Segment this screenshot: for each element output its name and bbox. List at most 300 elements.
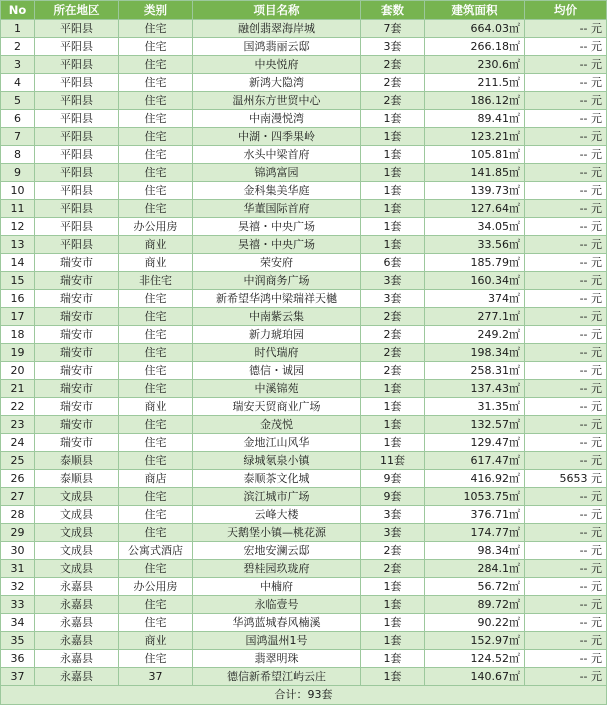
cell-district: 平阳县	[35, 218, 119, 236]
cell-unit-count: 2套	[361, 308, 425, 326]
cell-district: 永嘉县	[35, 596, 119, 614]
cell-no: 5	[1, 92, 35, 110]
cell-average-price: -- 元	[525, 668, 607, 686]
table-row	[1, 164, 607, 182]
cell-floor-area: 186.12㎡	[425, 92, 525, 110]
cell-project-name: 温州东方世贸中心	[193, 92, 361, 110]
cell-project-name: 昊禧・中央广场	[193, 236, 361, 254]
cell-no: 29	[1, 524, 35, 542]
cell-floor-area: 185.79㎡	[425, 254, 525, 272]
cell-no: 27	[1, 488, 35, 506]
cell-unit-count: 2套	[361, 92, 425, 110]
cell-district: 平阳县	[35, 146, 119, 164]
table-row	[1, 182, 607, 200]
cell-no: 15	[1, 272, 35, 290]
cell-average-price: -- 元	[525, 560, 607, 578]
cell-category: 住宅	[119, 650, 193, 668]
cell-district: 平阳县	[35, 92, 119, 110]
cell-floor-area: 416.92㎡	[425, 470, 525, 488]
cell-category: 办公用房	[119, 218, 193, 236]
cell-category: 商业	[119, 632, 193, 650]
total-count: 合计：93套	[1, 686, 607, 705]
cell-floor-area: 89.72㎡	[425, 596, 525, 614]
cell-project-name: 华鸿蓝城春风楠溪	[193, 614, 361, 632]
cell-average-price: -- 元	[525, 146, 607, 164]
cell-project-name: 中楠府	[193, 578, 361, 596]
cell-category: 住宅	[119, 308, 193, 326]
table-row	[1, 416, 607, 434]
cell-category: 非住宅	[119, 272, 193, 290]
cell-category: 办公用房	[119, 578, 193, 596]
cell-category: 住宅	[119, 524, 193, 542]
cell-floor-area: 152.97㎡	[425, 632, 525, 650]
cell-average-price: -- 元	[525, 56, 607, 74]
cell-unit-count: 1套	[361, 146, 425, 164]
table-row	[1, 146, 607, 164]
cell-project-name: 德信新希望江屿云庄	[193, 668, 361, 686]
cell-category: 住宅	[119, 20, 193, 38]
table-row	[1, 596, 607, 614]
cell-category: 住宅	[119, 380, 193, 398]
cell-project-name: 华董国际首府	[193, 200, 361, 218]
table-row	[1, 56, 607, 74]
cell-average-price: -- 元	[525, 272, 607, 290]
cell-project-name: 云峰大楼	[193, 506, 361, 524]
cell-unit-count: 1套	[361, 182, 425, 200]
cell-category: 住宅	[119, 182, 193, 200]
cell-average-price: -- 元	[525, 200, 607, 218]
cell-floor-area: 56.72㎡	[425, 578, 525, 596]
cell-unit-count: 1套	[361, 434, 425, 452]
cell-average-price: -- 元	[525, 380, 607, 398]
table-row	[1, 236, 607, 254]
cell-floor-area: 34.05㎡	[425, 218, 525, 236]
cell-average-price: -- 元	[525, 182, 607, 200]
cell-project-name: 中央悦府	[193, 56, 361, 74]
cell-district: 平阳县	[35, 236, 119, 254]
cell-category: 住宅	[119, 596, 193, 614]
cell-district: 瑞安市	[35, 398, 119, 416]
cell-district: 平阳县	[35, 200, 119, 218]
cell-district: 文成县	[35, 506, 119, 524]
cell-no: 4	[1, 74, 35, 92]
cell-no: 28	[1, 506, 35, 524]
header-district: 所在地区	[35, 1, 119, 20]
cell-no: 25	[1, 452, 35, 470]
cell-district: 平阳县	[35, 182, 119, 200]
table-row	[1, 614, 607, 632]
header-average-price: 均价	[525, 1, 607, 20]
cell-average-price: -- 元	[525, 236, 607, 254]
cell-unit-count: 1套	[361, 236, 425, 254]
cell-project-name: 永临壹号	[193, 596, 361, 614]
cell-unit-count: 1套	[361, 632, 425, 650]
cell-category: 商业	[119, 236, 193, 254]
cell-project-name: 绿城氡泉小镇	[193, 452, 361, 470]
table-row	[1, 74, 607, 92]
cell-floor-area: 141.85㎡	[425, 164, 525, 182]
cell-no: 37	[1, 668, 35, 686]
cell-average-price: -- 元	[525, 344, 607, 362]
cell-district: 永嘉县	[35, 668, 119, 686]
cell-floor-area: 174.77㎡	[425, 524, 525, 542]
cell-unit-count: 2套	[361, 560, 425, 578]
cell-no: 12	[1, 218, 35, 236]
cell-floor-area: 129.47㎡	[425, 434, 525, 452]
header-unit-count: 套数	[361, 1, 425, 20]
cell-category: 住宅	[119, 452, 193, 470]
table-row	[1, 506, 607, 524]
cell-unit-count: 1套	[361, 128, 425, 146]
cell-unit-count: 3套	[361, 524, 425, 542]
cell-district: 平阳县	[35, 164, 119, 182]
cell-no: 20	[1, 362, 35, 380]
table-row	[1, 128, 607, 146]
table-row	[1, 650, 607, 668]
cell-project-name: 水头中梁首府	[193, 146, 361, 164]
cell-no: 32	[1, 578, 35, 596]
cell-category: 住宅	[119, 146, 193, 164]
table-row	[1, 524, 607, 542]
cell-average-price: -- 元	[525, 164, 607, 182]
cell-project-name: 滨江城市广场	[193, 488, 361, 506]
cell-district: 永嘉县	[35, 650, 119, 668]
cell-district: 平阳县	[35, 74, 119, 92]
cell-project-name: 锦鸿富园	[193, 164, 361, 182]
footer-row	[1, 686, 607, 705]
cell-floor-area: 1053.75㎡	[425, 488, 525, 506]
cell-category: 住宅	[119, 92, 193, 110]
cell-unit-count: 2套	[361, 56, 425, 74]
cell-no: 26	[1, 470, 35, 488]
cell-district: 泰顺县	[35, 470, 119, 488]
cell-unit-count: 2套	[361, 74, 425, 92]
cell-floor-area: 266.18㎡	[425, 38, 525, 56]
cell-category: 住宅	[119, 74, 193, 92]
cell-project-name: 新力琥珀园	[193, 326, 361, 344]
cell-floor-area: 139.73㎡	[425, 182, 525, 200]
cell-average-price: -- 元	[525, 398, 607, 416]
cell-no: 1	[1, 20, 35, 38]
cell-average-price: -- 元	[525, 290, 607, 308]
cell-category: 住宅	[119, 164, 193, 182]
cell-district: 瑞安市	[35, 326, 119, 344]
cell-floor-area: 211.5㎡	[425, 74, 525, 92]
cell-average-price: -- 元	[525, 452, 607, 470]
cell-district: 平阳县	[35, 56, 119, 74]
cell-no: 16	[1, 290, 35, 308]
table-row	[1, 254, 607, 272]
cell-category: 住宅	[119, 434, 193, 452]
cell-district: 平阳县	[35, 110, 119, 128]
cell-unit-count: 1套	[361, 398, 425, 416]
cell-floor-area: 140.67㎡	[425, 668, 525, 686]
cell-district: 瑞安市	[35, 308, 119, 326]
cell-unit-count: 1套	[361, 110, 425, 128]
cell-unit-count: 3套	[361, 290, 425, 308]
cell-unit-count: 1套	[361, 650, 425, 668]
cell-project-name: 泰顺茶文化城	[193, 470, 361, 488]
header-row	[1, 1, 607, 20]
table-body	[1, 20, 607, 686]
cell-no: 19	[1, 344, 35, 362]
cell-no: 6	[1, 110, 35, 128]
cell-floor-area: 105.81㎡	[425, 146, 525, 164]
table-row	[1, 470, 607, 488]
cell-floor-area: 249.2㎡	[425, 326, 525, 344]
cell-average-price: -- 元	[525, 614, 607, 632]
table-row	[1, 362, 607, 380]
table-row	[1, 290, 607, 308]
cell-average-price: -- 元	[525, 362, 607, 380]
cell-project-name: 瑞安天贸商业广场	[193, 398, 361, 416]
cell-category: 住宅	[119, 56, 193, 74]
cell-project-name: 荣安府	[193, 254, 361, 272]
cell-no: 30	[1, 542, 35, 560]
cell-no: 22	[1, 398, 35, 416]
cell-floor-area: 90.22㎡	[425, 614, 525, 632]
cell-floor-area: 31.35㎡	[425, 398, 525, 416]
cell-floor-area: 33.56㎡	[425, 236, 525, 254]
cell-unit-count: 6套	[361, 254, 425, 272]
cell-unit-count: 3套	[361, 38, 425, 56]
cell-unit-count: 2套	[361, 326, 425, 344]
cell-unit-count: 3套	[361, 272, 425, 290]
cell-average-price: -- 元	[525, 632, 607, 650]
cell-district: 平阳县	[35, 20, 119, 38]
cell-unit-count: 1套	[361, 416, 425, 434]
table-row	[1, 632, 607, 650]
table-row	[1, 326, 607, 344]
cell-district: 瑞安市	[35, 416, 119, 434]
cell-category: 商业	[119, 254, 193, 272]
table-row	[1, 200, 607, 218]
cell-project-name: 碧桂园玖珑府	[193, 560, 361, 578]
cell-average-price: -- 元	[525, 488, 607, 506]
table-row	[1, 272, 607, 290]
cell-average-price: -- 元	[525, 20, 607, 38]
cell-average-price: -- 元	[525, 92, 607, 110]
header-no: No	[1, 1, 35, 20]
cell-category: 住宅	[119, 560, 193, 578]
cell-district: 瑞安市	[35, 290, 119, 308]
cell-no: 2	[1, 38, 35, 56]
cell-category: 住宅	[119, 362, 193, 380]
cell-district: 瑞安市	[35, 362, 119, 380]
cell-project-name: 中润商务广场	[193, 272, 361, 290]
cell-average-price: -- 元	[525, 416, 607, 434]
cell-no: 34	[1, 614, 35, 632]
cell-no: 33	[1, 596, 35, 614]
cell-average-price: -- 元	[525, 434, 607, 452]
cell-unit-count: 1套	[361, 578, 425, 596]
cell-unit-count: 1套	[361, 380, 425, 398]
cell-project-name: 中南紫云集	[193, 308, 361, 326]
cell-no: 8	[1, 146, 35, 164]
cell-floor-area: 376.71㎡	[425, 506, 525, 524]
cell-category: 住宅	[119, 128, 193, 146]
cell-average-price: -- 元	[525, 506, 607, 524]
cell-average-price: -- 元	[525, 218, 607, 236]
cell-average-price: -- 元	[525, 74, 607, 92]
header-category: 类别	[119, 1, 193, 20]
cell-no: 14	[1, 254, 35, 272]
cell-district: 平阳县	[35, 128, 119, 146]
cell-category: 公寓式酒店	[119, 542, 193, 560]
cell-floor-area: 258.31㎡	[425, 362, 525, 380]
cell-category: 住宅	[119, 416, 193, 434]
table-row	[1, 110, 607, 128]
cell-average-price: -- 元	[525, 254, 607, 272]
cell-project-name: 中溪锦苑	[193, 380, 361, 398]
cell-average-price: -- 元	[525, 650, 607, 668]
cell-average-price: -- 元	[525, 38, 607, 56]
cell-unit-count: 2套	[361, 344, 425, 362]
cell-project-name: 时代瑞府	[193, 344, 361, 362]
cell-floor-area: 98.34㎡	[425, 542, 525, 560]
cell-unit-count: 1套	[361, 596, 425, 614]
cell-category: 住宅	[119, 38, 193, 56]
cell-category: 住宅	[119, 326, 193, 344]
cell-floor-area: 284.1㎡	[425, 560, 525, 578]
cell-category: 商业	[119, 398, 193, 416]
cell-average-price: 5653 元	[525, 470, 607, 488]
cell-floor-area: 124.52㎡	[425, 650, 525, 668]
table-row	[1, 398, 607, 416]
cell-category: 住宅	[119, 344, 193, 362]
cell-category: 住宅	[119, 110, 193, 128]
table-row	[1, 344, 607, 362]
cell-category: 住宅	[119, 506, 193, 524]
cell-category: 住宅	[119, 614, 193, 632]
cell-district: 永嘉县	[35, 632, 119, 650]
cell-average-price: -- 元	[525, 596, 607, 614]
cell-floor-area: 374㎡	[425, 290, 525, 308]
cell-district: 永嘉县	[35, 614, 119, 632]
cell-district: 泰顺县	[35, 452, 119, 470]
cell-district: 瑞安市	[35, 254, 119, 272]
cell-no: 7	[1, 128, 35, 146]
cell-district: 瑞安市	[35, 344, 119, 362]
cell-average-price: -- 元	[525, 308, 607, 326]
cell-no: 35	[1, 632, 35, 650]
cell-average-price: -- 元	[525, 578, 607, 596]
cell-category: 住宅	[119, 488, 193, 506]
cell-average-price: -- 元	[525, 524, 607, 542]
cell-floor-area: 127.64㎡	[425, 200, 525, 218]
table-row	[1, 308, 607, 326]
cell-no: 9	[1, 164, 35, 182]
cell-project-name: 天鹅堡小镇—桃花源	[193, 524, 361, 542]
cell-no: 24	[1, 434, 35, 452]
table-row	[1, 218, 607, 236]
cell-project-name: 金茂悦	[193, 416, 361, 434]
cell-project-name: 国鸿温州1号	[193, 632, 361, 650]
table-row	[1, 452, 607, 470]
cell-floor-area: 89.41㎡	[425, 110, 525, 128]
cell-unit-count: 3套	[361, 506, 425, 524]
cell-project-name: 新鸿大隐湾	[193, 74, 361, 92]
cell-floor-area: 160.34㎡	[425, 272, 525, 290]
cell-project-name: 德信・诚园	[193, 362, 361, 380]
table-row	[1, 668, 607, 686]
cell-project-name: 翡翠明珠	[193, 650, 361, 668]
cell-project-name: 宏地安澜云邸	[193, 542, 361, 560]
cell-unit-count: 9套	[361, 488, 425, 506]
cell-no: 31	[1, 560, 35, 578]
cell-no: 3	[1, 56, 35, 74]
cell-floor-area: 664.03㎡	[425, 20, 525, 38]
cell-category: 住宅	[119, 200, 193, 218]
cell-no: 11	[1, 200, 35, 218]
table-row	[1, 542, 607, 560]
cell-project-name: 金地江山风华	[193, 434, 361, 452]
cell-category: 37	[119, 668, 193, 686]
cell-floor-area: 230.6㎡	[425, 56, 525, 74]
table-row	[1, 488, 607, 506]
cell-district: 文成县	[35, 542, 119, 560]
cell-no: 36	[1, 650, 35, 668]
cell-category: 住宅	[119, 290, 193, 308]
cell-unit-count: 7套	[361, 20, 425, 38]
cell-project-name: 新希望华鸿中梁瑞祥天樾	[193, 290, 361, 308]
cell-district: 瑞安市	[35, 272, 119, 290]
cell-unit-count: 1套	[361, 668, 425, 686]
table-row	[1, 92, 607, 110]
table-row	[1, 38, 607, 56]
table-row	[1, 560, 607, 578]
cell-unit-count: 1套	[361, 164, 425, 182]
cell-unit-count: 11套	[361, 452, 425, 470]
cell-unit-count: 9套	[361, 470, 425, 488]
cell-average-price: -- 元	[525, 110, 607, 128]
cell-no: 13	[1, 236, 35, 254]
cell-unit-count: 2套	[361, 542, 425, 560]
cell-project-name: 昊禧・中央广场	[193, 218, 361, 236]
cell-no: 23	[1, 416, 35, 434]
cell-unit-count: 2套	[361, 362, 425, 380]
cell-district: 文成县	[35, 560, 119, 578]
cell-floor-area: 617.47㎡	[425, 452, 525, 470]
table-row	[1, 20, 607, 38]
table-row	[1, 434, 607, 452]
header-floor-area: 建筑面积	[425, 1, 525, 20]
cell-floor-area: 132.57㎡	[425, 416, 525, 434]
cell-floor-area: 277.1㎡	[425, 308, 525, 326]
cell-category: 商店	[119, 470, 193, 488]
cell-project-name: 国鸿翡丽云邸	[193, 38, 361, 56]
cell-project-name: 中南漫悦湾	[193, 110, 361, 128]
cell-average-price: -- 元	[525, 542, 607, 560]
cell-unit-count: 1套	[361, 200, 425, 218]
table-row	[1, 380, 607, 398]
cell-average-price: -- 元	[525, 128, 607, 146]
cell-district: 平阳县	[35, 38, 119, 56]
cell-project-name: 融创翡翠海岸城	[193, 20, 361, 38]
cell-project-name: 中湖・四季果岭	[193, 128, 361, 146]
cell-district: 瑞安市	[35, 434, 119, 452]
cell-no: 21	[1, 380, 35, 398]
cell-unit-count: 1套	[361, 218, 425, 236]
cell-no: 17	[1, 308, 35, 326]
cell-no: 10	[1, 182, 35, 200]
table-row	[1, 578, 607, 596]
cell-unit-count: 1套	[361, 614, 425, 632]
cell-no: 18	[1, 326, 35, 344]
cell-district: 永嘉县	[35, 578, 119, 596]
cell-project-name: 金科集美华庭	[193, 182, 361, 200]
cell-floor-area: 198.34㎡	[425, 344, 525, 362]
